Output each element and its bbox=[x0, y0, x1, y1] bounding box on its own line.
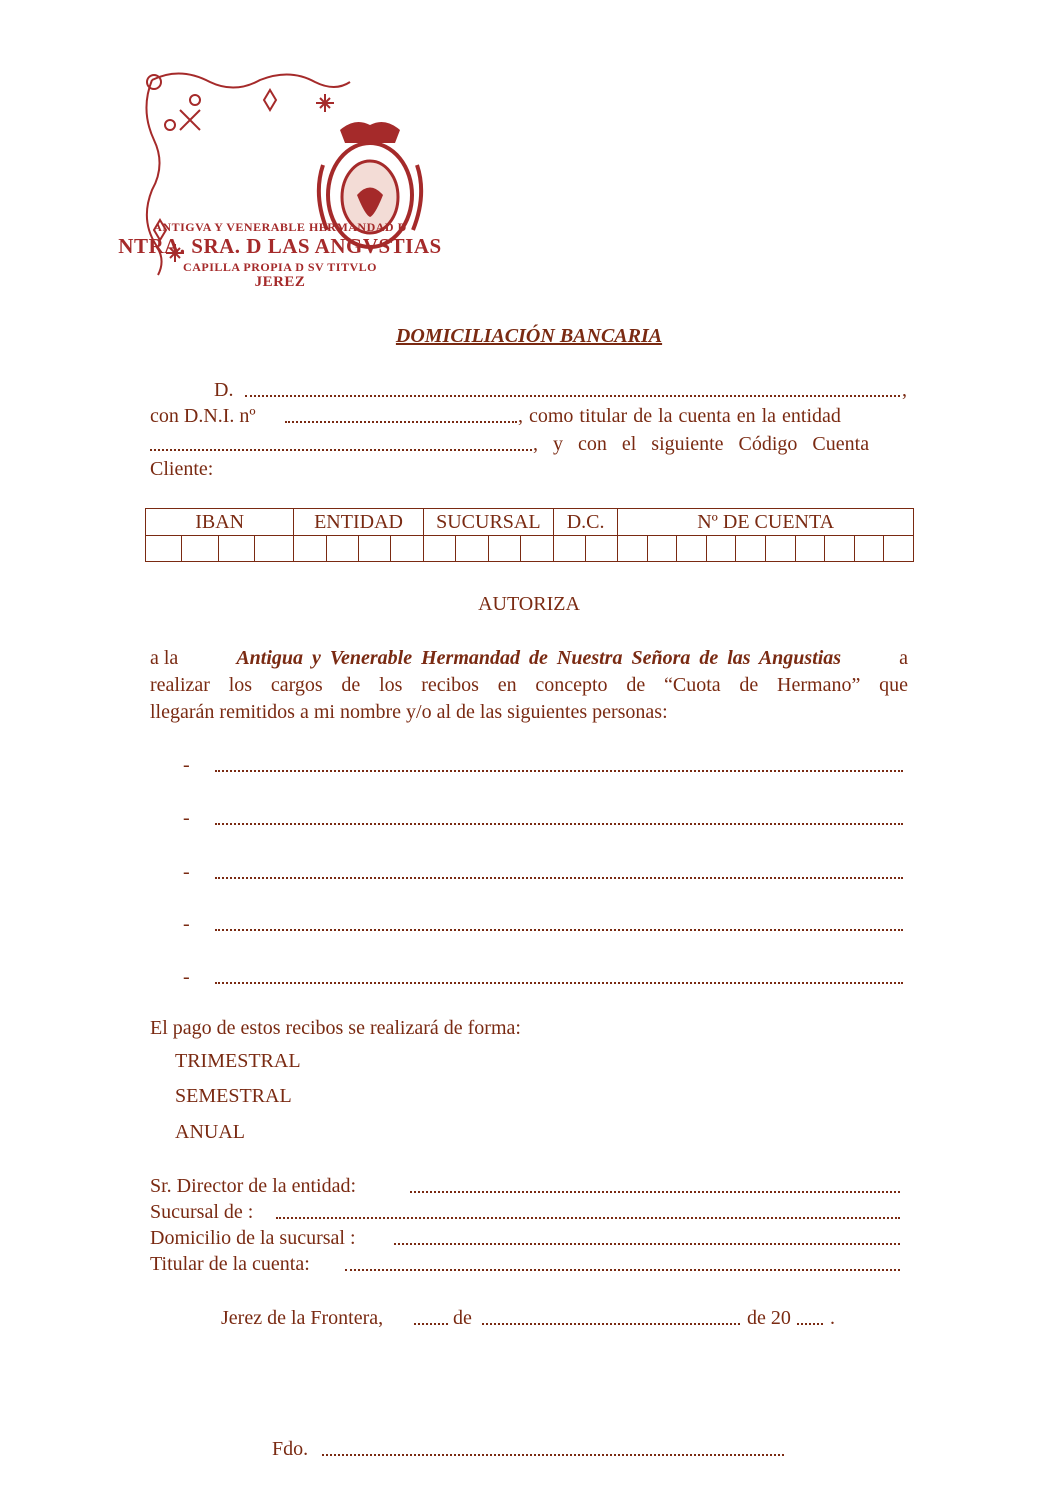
account-digit-cell[interactable] bbox=[488, 536, 521, 562]
person-field-1[interactable] bbox=[215, 770, 903, 772]
dni-field[interactable] bbox=[285, 421, 517, 423]
date-end: . bbox=[830, 1307, 835, 1329]
account-digit-cell[interactable] bbox=[182, 536, 218, 562]
logo-text-2: NTRA. SRA. D LAS ANGVSTIAS bbox=[118, 234, 442, 258]
person-bullet-2: - bbox=[183, 807, 190, 829]
authorization-line-1 bbox=[150, 644, 908, 672]
account-digit-cell[interactable] bbox=[884, 536, 914, 562]
date-de-2: de 20 bbox=[747, 1307, 791, 1329]
day-field[interactable] bbox=[414, 1323, 448, 1325]
person-bullet-3: - bbox=[183, 861, 190, 883]
date-de-1: de bbox=[453, 1307, 472, 1329]
titular-field[interactable] bbox=[345, 1269, 900, 1271]
titular-text: , como titular de la cuenta en la entidad bbox=[518, 405, 841, 427]
dni-label: con D.N.I. nº bbox=[150, 405, 256, 427]
name-label: D. bbox=[214, 379, 234, 401]
sucursal-label: Sucursal de : bbox=[150, 1201, 254, 1223]
name-comma: , bbox=[902, 379, 907, 401]
account-digit-cell[interactable] bbox=[854, 536, 884, 562]
cuenta-header: Nº DE CUENTA bbox=[618, 509, 914, 536]
person-bullet-4: - bbox=[183, 913, 190, 935]
person-field-5[interactable] bbox=[215, 982, 903, 984]
domicilio-field[interactable] bbox=[394, 1243, 900, 1245]
account-digit-cell[interactable] bbox=[618, 536, 648, 562]
name-field[interactable] bbox=[245, 395, 900, 397]
autoriza-heading: AUTORIZA bbox=[478, 593, 580, 615]
bank-entity-field[interactable] bbox=[150, 449, 532, 451]
titular-label: Titular de la cuenta: bbox=[150, 1253, 310, 1275]
account-digit-cell[interactable] bbox=[586, 536, 618, 562]
account-digit-cell[interactable] bbox=[218, 536, 254, 562]
logo-text-1: ANTIGVA Y VENERABLE HERMANDAD D bbox=[153, 220, 407, 234]
account-digit-cell[interactable] bbox=[391, 536, 423, 562]
authorization-line-3: llegarán remitidos a mi nombre y/o al de las siguientes personas: bbox=[150, 701, 668, 723]
cliente-label: Cliente: bbox=[150, 458, 214, 480]
year-field[interactable] bbox=[797, 1323, 823, 1325]
logo-text-4: JEREZ bbox=[254, 274, 306, 290]
person-bullet-1: - bbox=[183, 754, 190, 776]
sucursal-header: SUCURSAL bbox=[423, 509, 553, 536]
option-anual[interactable]: ANUAL bbox=[175, 1121, 245, 1143]
account-digit-cell[interactable] bbox=[456, 536, 489, 562]
sucursal-field[interactable] bbox=[276, 1217, 900, 1219]
director-label: Sr. Director de la entidad: bbox=[150, 1175, 357, 1197]
signature-field[interactable] bbox=[322, 1454, 784, 1456]
account-digit-cell[interactable] bbox=[294, 536, 326, 562]
document-title: DOMICILIACIÓN BANCARIA bbox=[395, 325, 663, 347]
authorization-prefix: a la bbox=[150, 647, 179, 669]
month-field[interactable] bbox=[482, 1323, 740, 1325]
account-digit-cell[interactable] bbox=[795, 536, 825, 562]
person-field-2[interactable] bbox=[215, 823, 903, 825]
account-digit-cell[interactable] bbox=[647, 536, 677, 562]
account-digit-cell[interactable] bbox=[677, 536, 707, 562]
person-field-3[interactable] bbox=[215, 877, 903, 879]
account-code-table bbox=[145, 508, 914, 562]
entidad-header: ENTIDAD bbox=[294, 509, 423, 536]
account-digit-cell[interactable] bbox=[766, 536, 796, 562]
account-digit-cell[interactable] bbox=[423, 536, 456, 562]
iban-header: IBAN bbox=[146, 509, 294, 536]
logo-text-3: CAPILLA PROPIA D SV TITVLO bbox=[183, 260, 377, 274]
codigo-text: , y con el siguiente Código Cuenta bbox=[533, 433, 870, 455]
authorization-suffix: a bbox=[899, 647, 908, 669]
place-label: Jerez de la Frontera, bbox=[221, 1307, 384, 1329]
authorization-line-2: realizar los cargos de los recibos en concepto de “Cuota de Hermano” que bbox=[150, 674, 908, 696]
account-digit-cell[interactable] bbox=[255, 536, 294, 562]
option-trimestral[interactable]: TRIMESTRAL bbox=[175, 1050, 301, 1072]
domicilio-label: Domicilio de la sucursal : bbox=[150, 1227, 356, 1249]
brotherhood-logo bbox=[118, 70, 470, 300]
person-bullet-5: - bbox=[183, 966, 190, 988]
account-digit-cell[interactable] bbox=[146, 536, 182, 562]
account-digit-cell[interactable] bbox=[326, 536, 358, 562]
account-digit-cell[interactable] bbox=[359, 536, 391, 562]
account-digit-cell[interactable] bbox=[825, 536, 855, 562]
dc-header: D.C. bbox=[554, 509, 618, 536]
account-digit-cell[interactable] bbox=[521, 536, 554, 562]
payment-label: El pago de estos recibos se realizará de forma: bbox=[150, 1017, 521, 1039]
director-field[interactable] bbox=[410, 1191, 900, 1193]
account-digit-row bbox=[146, 536, 914, 562]
account-digit-cell[interactable] bbox=[554, 536, 586, 562]
signature-label: Fdo. bbox=[272, 1438, 309, 1460]
person-field-4[interactable] bbox=[215, 929, 903, 931]
account-digit-cell[interactable] bbox=[706, 536, 736, 562]
brotherhood-name: Antigua y Venerable Hermandad de Nuestra Señora de las Angustias bbox=[236, 647, 842, 669]
option-semestral[interactable]: SEMESTRAL bbox=[175, 1085, 292, 1107]
account-digit-cell[interactable] bbox=[736, 536, 766, 562]
